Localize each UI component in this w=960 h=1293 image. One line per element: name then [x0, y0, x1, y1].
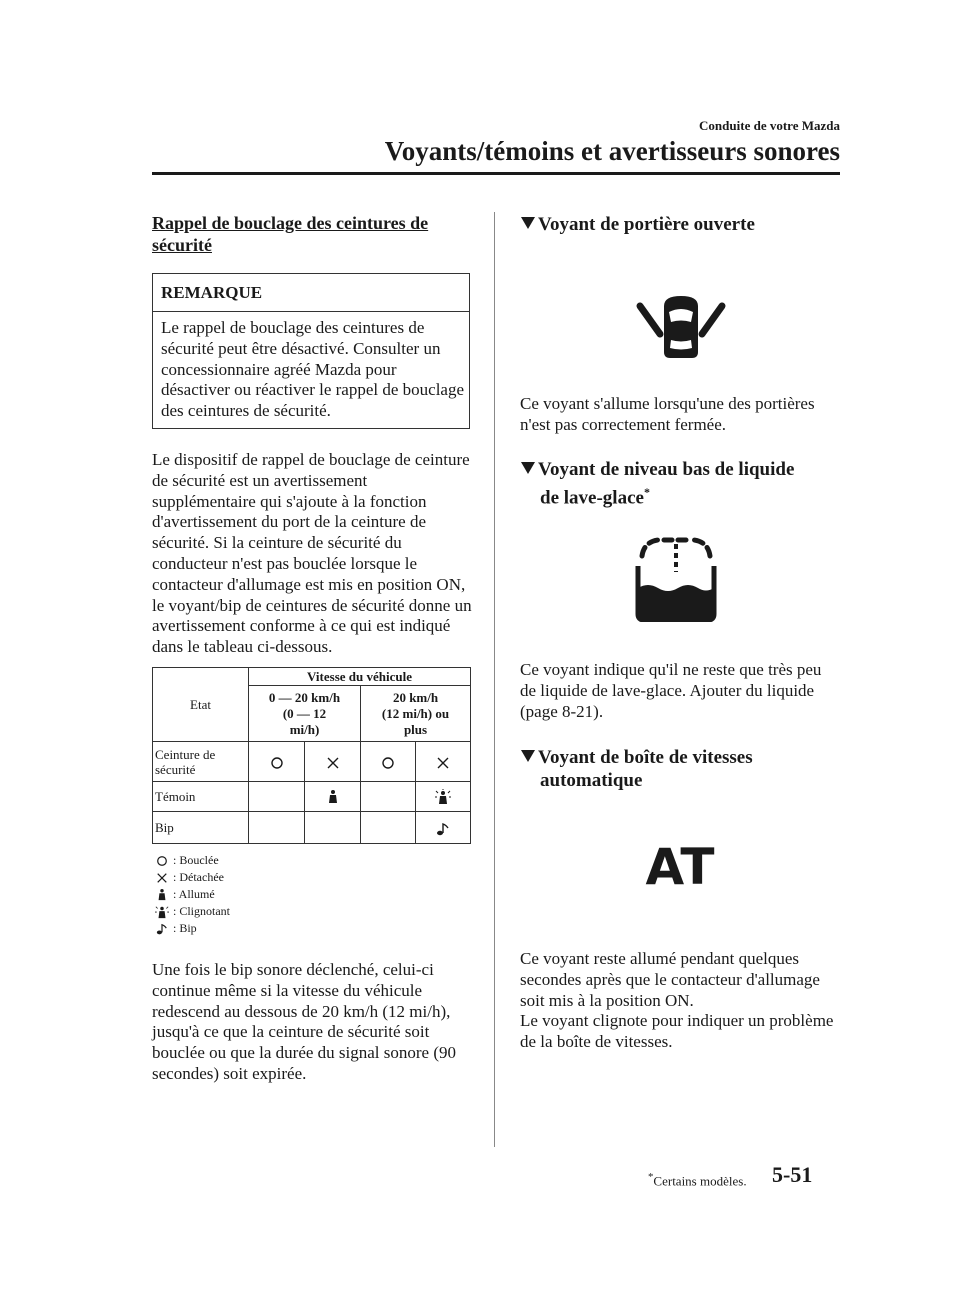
down-triangle-icon — [520, 213, 538, 236]
table-header-etat: Etat — [153, 668, 249, 742]
door-ajar-icon — [630, 292, 732, 362]
paragraph-beep: Une fois le bip sonore déclenché, celui-ci continue même si la vitesse du véhicule redescend au dessous de 20 km/h (12 mi/h), jusqu'à ce que la ceinture de sécurité soit bouclée ou que la durée du signal sonore (90 secondes) soit expirée. — [152, 960, 457, 1083]
page-title: Voyants/témoins et avertisseurs sonores — [384, 136, 840, 166]
paragraph-at-line1: Ce voyant reste allumé pendant quelques secondes après que le contacteur d'allumage soit mis à la position ON. — [520, 949, 820, 1010]
legend-item — [153, 920, 353, 937]
speed-high-line1: 20 km/h — [392, 689, 439, 705]
legend-label: : Clignotant — [173, 904, 230, 918]
footnote-star: * — [643, 485, 650, 499]
down-triangle-icon — [520, 458, 538, 481]
heading-washer — [520, 458, 840, 509]
flashing-icon — [434, 789, 452, 805]
heading-door — [520, 213, 840, 236]
section-title: Rappel de bouclage des ceintures de sécurité — [152, 213, 429, 255]
speed-high-line2: (12 mi/h) ou — [381, 705, 450, 721]
heading-at — [520, 746, 840, 792]
table-row — [153, 782, 471, 812]
beep-icon — [436, 822, 450, 836]
legend-item — [153, 903, 353, 920]
buckled-icon — [381, 756, 395, 770]
footnote-star: * — [648, 1171, 654, 1183]
row-label-bip: Bip — [153, 812, 249, 844]
down-triangle-icon — [520, 746, 538, 769]
washer-fluid-icon — [634, 536, 718, 622]
heading-at-line1: Voyant de boîte de vitesses — [538, 747, 753, 768]
legend-label: : Détachée — [173, 870, 224, 884]
buckled-icon — [156, 855, 168, 867]
lit-icon — [156, 888, 168, 902]
legend-label: : Allumé — [173, 887, 215, 901]
note-heading: REMARQUE — [153, 274, 469, 312]
note-body: Le rappel de bouclage des ceintures de sécurité peut être désactivé. Consulter un concessionnaire agréé Mazda pour désactiver ou réactiver le rappel de bouclage des ceintures de sécurité. — [161, 318, 465, 421]
page-number: 5-51 — [772, 1162, 813, 1187]
paragraph-at-line2: Le voyant clignote pour indiquer un problème de la boîte de vitesses. — [520, 1011, 834, 1052]
heading-washer-line2: de lave-glace — [540, 487, 644, 509]
flashing-icon — [154, 905, 170, 919]
unbuckled-icon — [326, 756, 340, 770]
legend-item — [153, 886, 353, 903]
header-rule — [152, 172, 840, 175]
unbuckled-icon — [436, 756, 450, 770]
buckled-icon — [270, 756, 284, 770]
paragraph-intro: Le dispositif de rappel de bouclage de ceinture de sécurité est un avertissement supplémentaire qui s'ajoute à la fonction d'avertissement du port de la ceinture de sécurité. Si la ceinture de sécurité du conducteur n'est pas bouclée lorsque le contacteur d'allumage est mis en position ON, le voyant/bip de ceintures de sécurité donne un avertissement conforme à ce qui est indiqué dans le tableau ci-dessous. — [152, 450, 472, 657]
models-footnote — [648, 1171, 747, 1189]
table-header-speed-low: 0 — 20 km/h (0 — 12 mi/h) — [249, 686, 361, 742]
note-box — [152, 273, 470, 429]
row-label-temoin: Témoin — [153, 782, 249, 812]
seatbelt-table — [152, 667, 471, 844]
legend-label: : Bouclée — [173, 853, 219, 867]
column-divider — [494, 212, 495, 1147]
chapter-label: Conduite de votre Mazda — [699, 118, 840, 133]
table-row — [153, 742, 471, 782]
heading-at-line2: automatique — [540, 770, 643, 791]
beep-icon — [156, 923, 168, 935]
row-label-ceinture: Ceinture de sécurité — [153, 742, 249, 782]
heading-door-text: Voyant de portière ouverte — [538, 214, 755, 235]
heading-washer-line1: Voyant de niveau bas de liquide — [538, 459, 795, 480]
speed-high-line3: plus — [403, 721, 428, 737]
paragraph-washer: Ce voyant indique qu'il ne reste que très peu de liquide de lave-glace. Ajouter du liquide (page 8-21). — [520, 660, 822, 721]
models-footnote-text: Certains modèles. — [653, 1173, 747, 1189]
symbol-legend — [153, 852, 353, 937]
legend-label: : Bip — [173, 921, 197, 935]
paragraph-at — [520, 949, 840, 1053]
table-header-speed-high — [361, 686, 471, 742]
legend-item — [153, 869, 353, 886]
table-header-vitesse: Vitesse du véhicule — [249, 668, 471, 686]
at-indicator: AT — [645, 838, 715, 896]
lit-icon — [326, 789, 340, 805]
table-row — [153, 812, 471, 844]
paragraph-door: Ce voyant s'allume lorsqu'une des portières n'est pas correctement fermée. — [520, 394, 815, 434]
legend-item — [153, 852, 353, 869]
unbuckled-icon — [156, 872, 168, 884]
